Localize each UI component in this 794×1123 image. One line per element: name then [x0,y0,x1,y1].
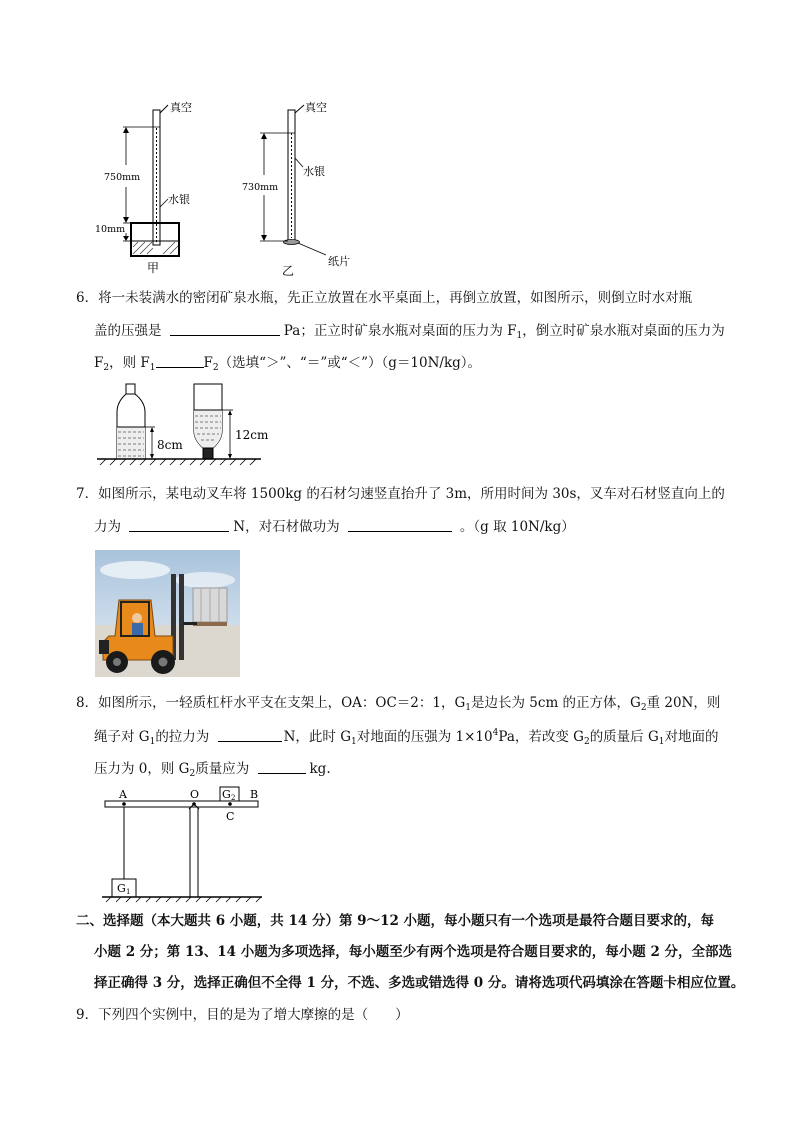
q7-line1: 如图所示，某电动叉车将 1500kg 的石材匀速竖直抬升了 3m，所用时间为 30s，叉车对石材竖直向上的 [98,486,725,502]
height-8cm: 8cm [157,438,183,452]
sec2-line3: 择正确得 3 分，选择正确但不全得 1 分，不选、多选或错选得 0 分。请将选项代码填涂在答题卡相应位置。 [94,975,745,991]
torricelli-figure [90,95,370,280]
lever-figure [100,785,265,903]
q8-number: 8． [76,695,99,711]
q6-line2a: 盖的压强是 [94,323,162,339]
point-c: C [226,810,235,823]
sec2-line2: 小题 2 分；第 13、14 小题为多项选择，每小题至少有两个选项是符合题目要求的，每小题 2 分，全部选 [94,944,733,960]
tube-yi [242,100,350,278]
bottle-inverted [194,384,269,459]
bottle-upright [117,384,183,459]
q6-blank-compare[interactable] [156,355,204,368]
mercury-label-yi: 水银 [303,165,325,178]
q8-blank-tension[interactable] [218,729,282,742]
height-750: 750mm [104,172,141,183]
vacuum-label-yi: 真空 [305,101,327,114]
q6-number: 6． [76,290,99,306]
caption-yi: 乙 [282,264,295,278]
height-10: 10mm [95,224,126,235]
q6-line1: 将一未装满水的密闭矿泉水瓶，先正立放置在水平桌面上，再倒立放置，如图所示，则倒立时水对瓶 [98,290,693,306]
caption-jia: 甲 [147,261,160,275]
bottle-figure [95,382,269,466]
svg-text:2: 2 [231,794,236,802]
point-b: B [250,788,259,801]
q8-blank-mass[interactable] [258,761,306,774]
sec2-line1: 二、选择题（本大题共 6 小题，共 14 分）第 9～12 小题，每小题只有一个选项是最符合题目要求的，每 [76,913,715,929]
svg-text:1: 1 [126,888,131,896]
forklift-photo [95,550,240,677]
paper-label: 纸片 [328,255,350,268]
mercury-label-jia: 水银 [168,193,190,206]
height-12cm: 12cm [235,428,269,442]
height-730: 730mm [242,182,279,193]
vacuum-label-jia: 真空 [170,101,192,114]
q6-line2b: Pa；正立时矿泉水瓶对桌面的压力为 F [283,323,517,339]
tube-jia [95,100,192,275]
g1-label: G [117,882,126,895]
q9-number: 9． [76,1007,99,1023]
point-a: A [119,788,127,801]
q7-number: 7． [76,486,99,502]
g2-label: G [222,788,231,801]
point-o: O [190,788,200,801]
q7-blank-force[interactable] [129,519,229,532]
q9-text: 下列四个实例中，目的是为了增大摩擦的是（ ） [98,1007,409,1023]
q6-blank-pressure[interactable] [170,323,280,336]
q6-line2c: ，倒立时矿泉水瓶对桌面的压力为 [522,323,725,339]
q7-blank-work[interactable] [348,519,452,532]
